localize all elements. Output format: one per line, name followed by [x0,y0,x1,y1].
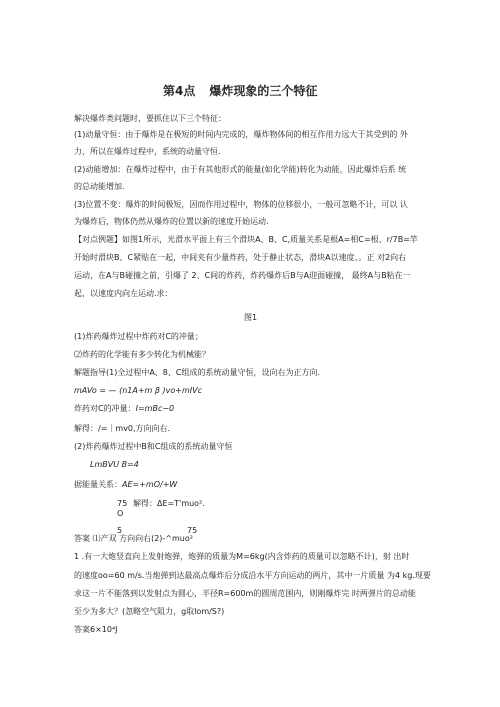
energy-equation: AE=+mO/+W [122,480,178,489]
problem-line-4: 至少为多大？(忽略空气阻力，g取lom/S?) [74,607,225,616]
solution-line-3: 解得：/=｜mv0,方向向右. [74,424,171,433]
energy-line [74,480,177,490]
feature-line-1: (1)动量守恒：由于爆炸是在极短的时间内完成的，爆炸物体间的相互作用力远大于其受到的 外 [74,130,408,139]
stray-number-5: 5 [117,526,123,535]
example-line-3: 运动，在A与B碰撞之前，引爆了 2、C间的炸药，炸药爆炸后B与A迎面碰撞， 最终A与B粘在一 [74,271,411,280]
momentum-equation: mAVo = — (n1A+m β )vo+mIVc [74,386,203,395]
impulse-prefix: 炸药对C的冲量： [74,404,136,413]
impulse-line [74,404,174,414]
feature-line-2: 力，所以在爆炸过程中，系统的动量守恒. [74,147,221,156]
title-text: 爆炸现象的三个特征 [209,84,318,98]
stray-number-75: 75 [187,526,198,535]
example-line-4: 起，以速度内向左运动.求： [74,289,173,298]
feature-line-6: 为爆炸后，物体仍然从爆炸的位置以新的速度开始运动. [74,217,269,226]
feature-line-5: (3)位置不变：爆炸的时间极短，因而作用过程中，物体的位移很小，一般可忽略不计，可以 认 [74,200,408,209]
title-number: 第4点 [163,84,196,98]
example-line-1: 【对点例题】如图1所示，光滑水平面上有三个滑块A、B、C,质量关系是根A=相C=根、r/7B=竿 [74,235,418,244]
impulse-equation: I=mBc−0 [135,404,175,413]
feature-line-3: (2)动能增加：在爆炸过程中，由于有其他形式的能量(如化学能)转化为动能，因此爆炸后系 统 [74,165,407,174]
problem-answer: 答案6×10⁴J [74,625,118,634]
fraction-denominator: O [117,509,124,518]
question-1: (1)炸药爆炸过程中炸药对C的冲量； [74,332,203,341]
intro-text: 解决爆炸类问题时，要抓住以下三个特征： [74,114,226,123]
bc-momentum-equation: LmBVU B=4 [90,460,139,469]
feature-line-4: 的总动能增加. [74,182,125,191]
problem-line-2: 的速度oo=60 m/s.当炮弹到达最高点爆炸后分成沿水平方向运动的两片，其中一片质量 为4 kg.现要 [74,571,431,580]
energy-result: 解得：ΔE=T'muo². [133,499,205,508]
page-title [163,84,317,98]
solution-line-4: (2)炸药爆炸过程中B和C组成的系统动量守恒 [74,442,233,451]
problem-line-1: 1 .有一大炮竖直向上发射炮弹，炮弹的质量为M=6kg(内含炸药的质量可以忽略不计)，射 出时 [74,552,410,561]
energy-prefix: 据能量关系： [74,480,122,489]
example-line-2: 开始时滑块B、C紧贴在一起，中间夹有少量炸药，处于静止状态，滑块A以速度、。正 对2向右 [74,253,407,262]
fraction-numerator: 75 [117,499,128,508]
question-2: ⑵炸药的化学能有多少转化为机械能？ [74,350,210,359]
problem-line-3: 求这一片不能落到以发射点为圆心，半径R=600m的圆周范围内，则刚爆炸完 时两弹片的总动能 [74,589,416,598]
figure-label: 图1 [244,313,258,322]
solution-answer: 答案 ⑴产双 方向向右(2)-^muo² [74,534,193,543]
solution-line-1: 解题指导(1)全过程中A、8、C组成的系统动量守恒，设向右为正方向. [74,368,321,377]
